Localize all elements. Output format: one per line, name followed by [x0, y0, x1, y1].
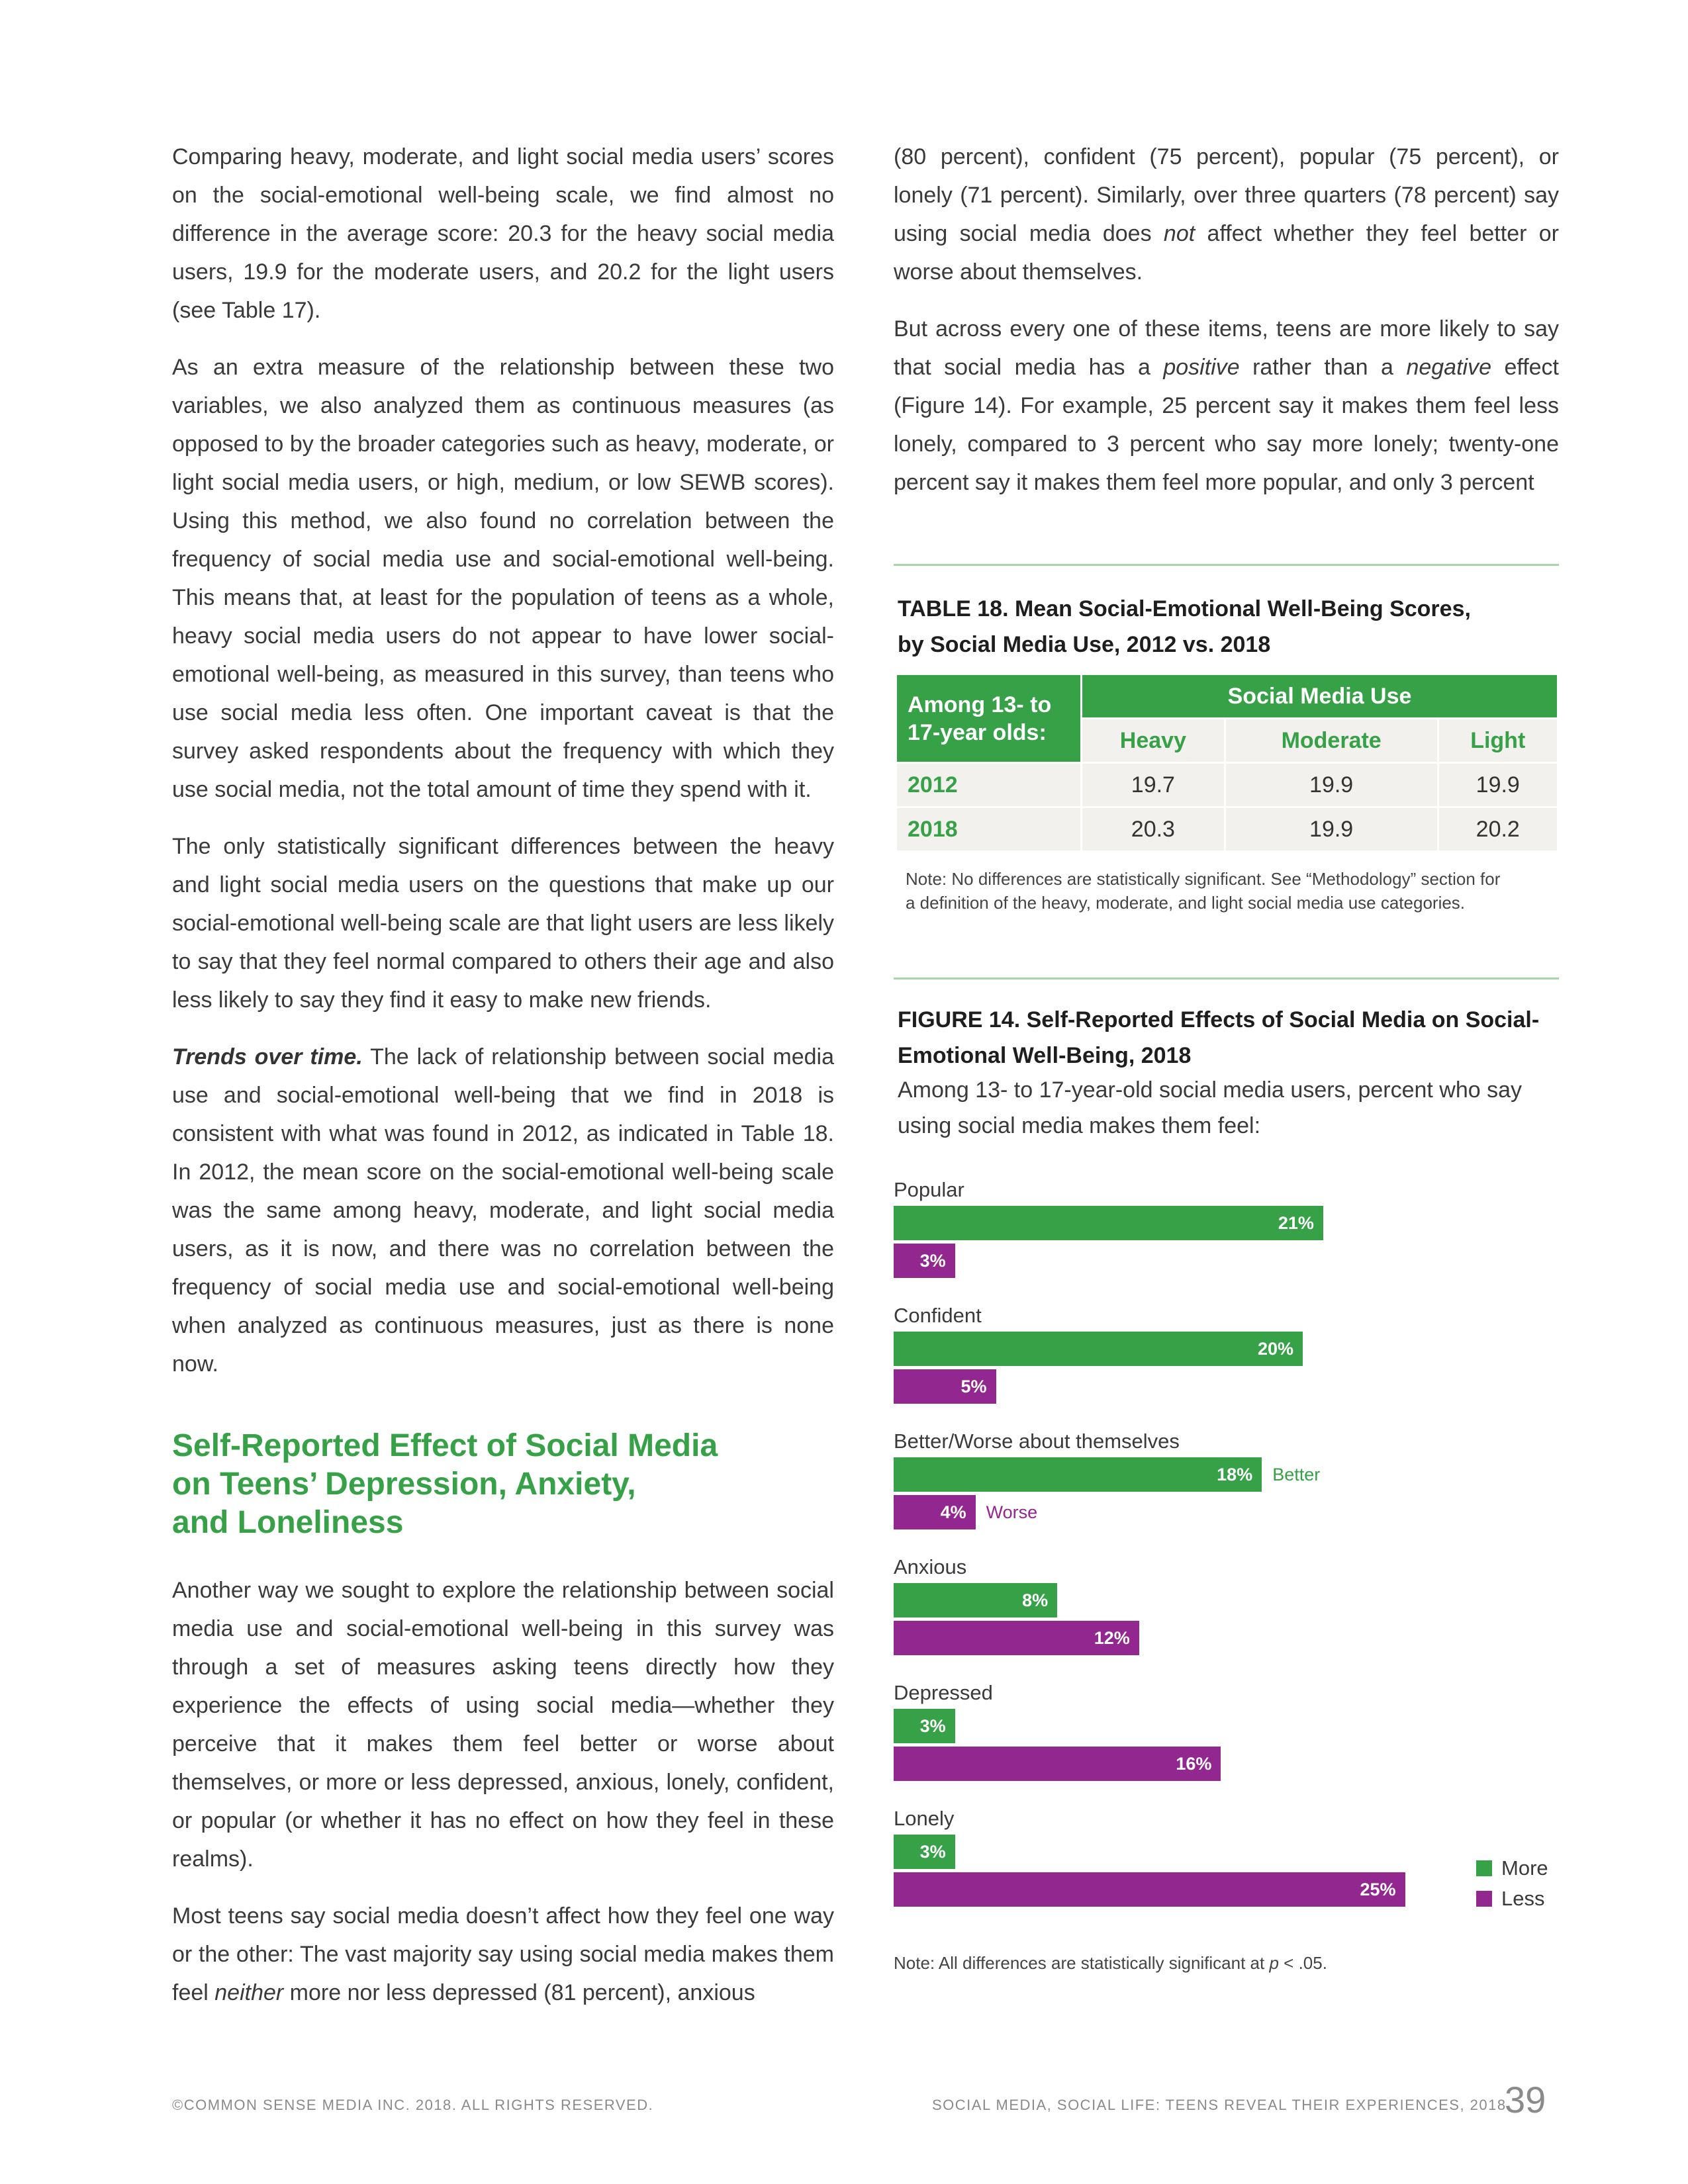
bar-side-label: Better — [1272, 1465, 1321, 1484]
paragraph — [172, 1897, 834, 2012]
bar-more — [894, 1206, 1323, 1240]
subtitle-line: Among 13- to 17-year-old social media users, percent who say — [898, 1077, 1523, 1103]
note-line: a definition of the heavy, moderate, and light social media use categories. — [906, 893, 1466, 913]
bar-more — [894, 1835, 955, 1869]
legend-label: Less — [1501, 1887, 1545, 1910]
note-line: Note: No differences are statistically significant. See “Methodology” section for — [906, 869, 1501, 889]
paragraph-text: affect whether they feel better or worse about themselves. — [894, 221, 1560, 285]
table-cell: 20.3 — [1082, 807, 1225, 852]
table-cell: 20.2 — [1438, 807, 1558, 852]
bar-value-label: 12% — [1094, 1628, 1130, 1648]
table-stub-header — [896, 674, 1082, 763]
bar-value-label: 4% — [940, 1502, 966, 1522]
paragraph — [894, 138, 1559, 291]
column-header: Moderate — [1225, 719, 1438, 763]
figure-caption — [898, 1002, 1560, 1073]
table-cell: 19.9 — [1225, 763, 1438, 807]
bar-value-label: 25% — [1360, 1880, 1396, 1899]
paragraph-text: effect (Figure 14). For example, 25 percent say it makes them feel less lonely, compared to 3 percent who say more lonely; twenty-one percent say it makes them feel more popular, and only 3 percent — [894, 355, 1560, 495]
table-row — [896, 807, 1558, 852]
category-label: Confident — [894, 1304, 982, 1327]
bar-less — [894, 1495, 976, 1529]
heading-line: on Teens’ Depression, Anxiety, — [172, 1467, 636, 1502]
legend-label: More — [1501, 1856, 1548, 1880]
caption-line: TABLE 18. Mean Social-Emotional Well-Being Scores, — [898, 596, 1471, 621]
bar-value-label: 3% — [919, 1716, 946, 1736]
note-italic: p — [1269, 1953, 1279, 1973]
paragraph: Another way we sought to explore the relationship between social media use and social-emotional well-being in this survey was through a set of measures asking teens directly how they experience the effects of using social media—whether they perceive that it makes them feel better or worse about themselves, or more or less depressed, anxious, lonely, confident, or popular (or whether it has no effect on how they feel in these realms). — [172, 1578, 834, 1872]
subtitle-line: using social media makes them feel: — [898, 1113, 1261, 1138]
heading-line: Self-Reported Effect of Social Media — [172, 1428, 718, 1463]
category-label: Popular — [894, 1178, 964, 1201]
emphasis: not — [1163, 221, 1196, 246]
paragraph — [894, 310, 1559, 502]
category-label: Anxious — [894, 1555, 967, 1578]
caption-line: by Social Media Use, 2012 vs. 2018 — [898, 632, 1271, 657]
note-text: Note: All differences are statistically significant at — [894, 1953, 1270, 1973]
paragraph: Comparing heavy, moderate, and light social media users’ scores on the social-emotional well-being scale, we find almost no difference in the average score: 20.3 for the heavy social media users, 19.9 for the moderate users, and 20.2 for the light users (see Table 17). — [172, 144, 834, 323]
bar-less — [894, 1621, 1139, 1655]
run-in-heading: Trends over time. — [172, 1044, 363, 1069]
figure-subtitle — [898, 1072, 1560, 1144]
footer-copyright: ©COMMON SENSE MEDIA INC. 2018. ALL RIGHTS RESERVED. — [172, 2097, 654, 2113]
paragraph-text: The lack of relationship between social media use and social-emotional well-being that we find in 2018 is consistent with what was found in 2012, as indicated in Table 18. In 2012, the mean score on the social-emotional well-being scale was the same among heavy, moderate, and light social media users, as it is now, and there was no correlation between the frequency of social media use and social-emotional well-being when analyzed as continuous measures, just as there is none now. — [172, 1044, 835, 1377]
page-number: 39 — [1505, 2079, 1546, 2120]
table-group-header: Social Media Use — [1082, 674, 1558, 719]
paragraph: The only statistically significant differences between the heavy and light social media users on the questions that make up our social-emotional well-being scale are that light users are less likely to say that they feel normal compared to others their age and also less likely to say they find it easy to make new friends. — [172, 834, 834, 1013]
note-text: < .05. — [1278, 1953, 1327, 1973]
figure-note — [894, 1951, 1542, 1975]
stub-line: 17-year olds: — [908, 719, 1047, 745]
bar-less — [894, 1872, 1405, 1907]
paragraph-text: Most teens say social media doesn’t affect how they feel one way or the other: The vast majority say using social media makes them feel — [172, 1903, 834, 2005]
footer-title: SOCIAL MEDIA, SOCIAL LIFE: TEENS REVEAL THEIR EXPERIENCES, 2018 — [932, 2097, 1507, 2113]
bar-more — [894, 1457, 1262, 1492]
bar-value-label: 18% — [1217, 1465, 1253, 1484]
bar-value-label: 8% — [1022, 1590, 1049, 1610]
bar-value-label: 3% — [919, 1251, 946, 1271]
paragraph-text: (80 percent), confident (75 percent), popular (75 percent), or lonely (71 percent). Similarly, over three quarters (78 percent) say using social media does — [894, 144, 1559, 246]
legend-item — [1476, 1856, 1548, 1880]
legend-swatch — [1476, 1891, 1492, 1907]
legend-swatch — [1476, 1860, 1492, 1876]
table-row — [896, 763, 1558, 807]
caption-line: FIGURE 14. Self-Reported Effects of Social Media on Social- — [898, 1007, 1540, 1032]
bar-side-label: Worse — [986, 1502, 1038, 1522]
category-label: Depressed — [894, 1681, 993, 1704]
category-label: Lonely — [894, 1807, 955, 1830]
emphasis: negative — [1406, 355, 1491, 380]
emphasis: neither — [214, 1980, 284, 2005]
row-header: 2012 — [896, 763, 1082, 807]
section-heading — [172, 1427, 834, 1542]
bar-more — [894, 1709, 955, 1743]
column-header: Heavy — [1082, 719, 1225, 763]
table-cell: 19.9 — [1225, 807, 1438, 852]
paragraph: As an extra measure of the relationship between these two variables, we also analyzed them as continuous measures (as opposed to by the broader categories such as heavy, moderate, or light social media users, or high, medium, or low SEWB scores). Using this method, we also found no correlation between the frequency of social media use and social-emotional well-being. This means that, at least for the population of teens as a whole, heavy social media users do not appear to have lower social-emotional well-being, as measured in this survey, than teens who use social media less often. One important caveat is that the survey asked respondents about the frequency with which they use social media, not the total amount of time they spend with it. — [172, 355, 834, 802]
table-cell: 19.7 — [1082, 763, 1225, 807]
table-cell: 19.9 — [1438, 763, 1558, 807]
divider — [894, 564, 1559, 566]
bar-more — [894, 1332, 1303, 1366]
bar-less — [894, 1369, 996, 1404]
column-header: Light — [1438, 719, 1558, 763]
right-column — [894, 138, 1559, 520]
bar-value-label: 5% — [961, 1377, 987, 1396]
table-note — [906, 867, 1554, 915]
caption-line: Emotional Well-Being, 2018 — [898, 1043, 1192, 1068]
paragraph-text: But across every one of these items, teens are more likely to say that social media has a — [894, 316, 1559, 380]
left-column — [172, 138, 834, 2030]
bar-less — [894, 1244, 955, 1278]
bar-less — [894, 1747, 1221, 1781]
emphasis: positive — [1163, 355, 1240, 380]
figure-14-chart — [894, 1178, 1559, 1933]
bar-value-label: 3% — [919, 1842, 946, 1862]
bar-value-label: 20% — [1257, 1339, 1293, 1359]
divider — [894, 978, 1559, 979]
bar-value-label: 16% — [1176, 1754, 1212, 1774]
stub-line: Among 13- to — [908, 692, 1052, 717]
heading-line: and Loneliness — [172, 1505, 404, 1540]
paragraph-text: rather than a — [1239, 355, 1407, 380]
legend-item — [1476, 1887, 1544, 1911]
paragraph — [172, 1038, 834, 1383]
row-header: 2018 — [896, 807, 1082, 852]
bar-value-label: 21% — [1278, 1213, 1314, 1233]
table-18 — [895, 673, 1559, 852]
paragraph-text: more nor less depressed (81 percent), anxious — [283, 1980, 755, 2005]
category-label: Better/Worse about themselves — [894, 1430, 1180, 1453]
bar-more — [894, 1583, 1057, 1617]
table-caption — [898, 591, 1560, 662]
